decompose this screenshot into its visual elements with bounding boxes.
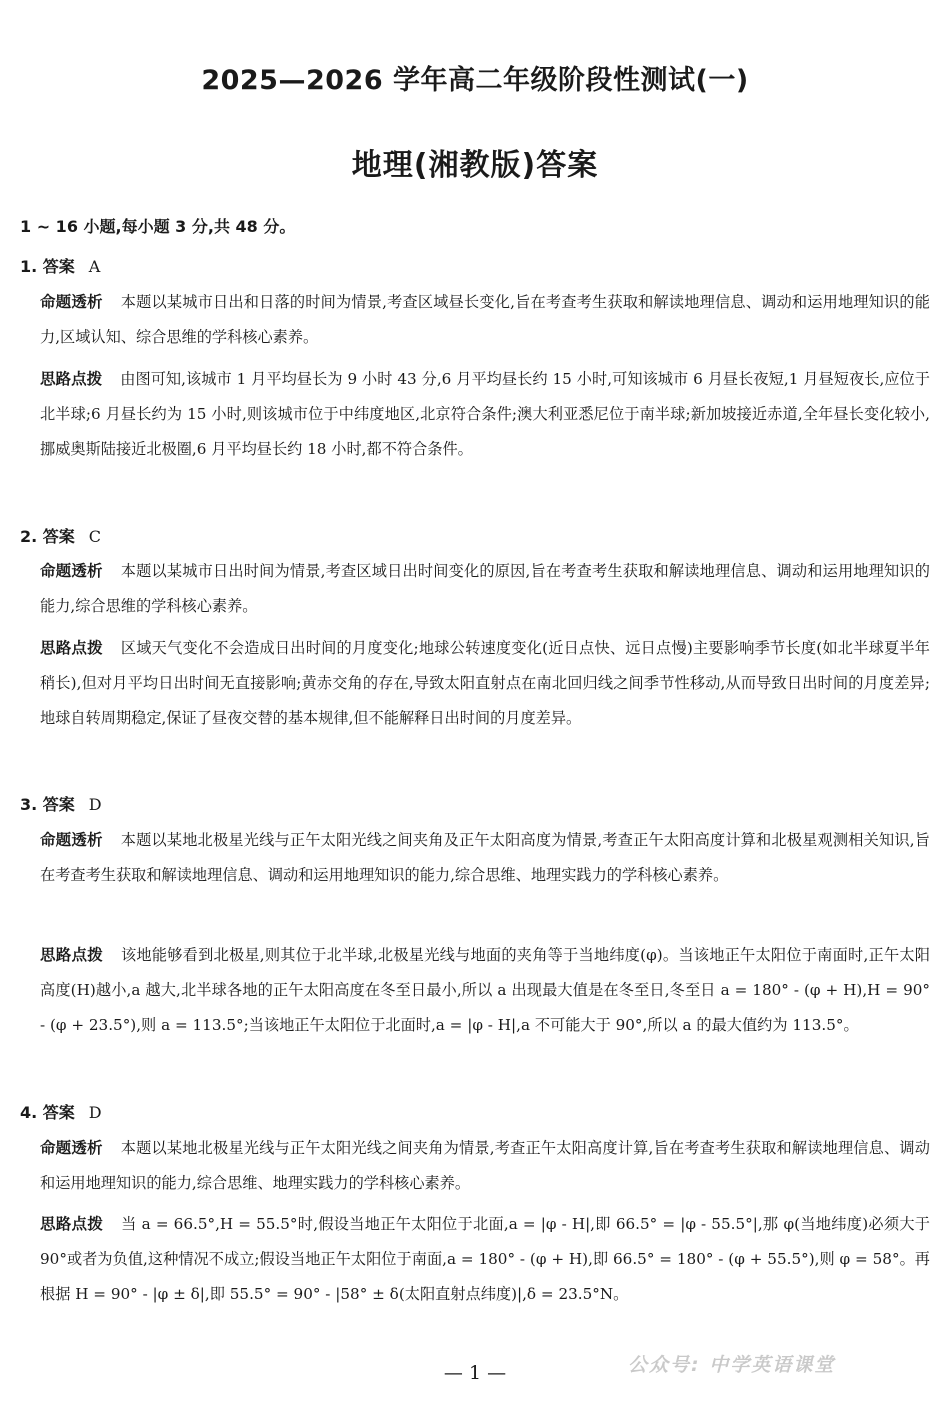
question-4-reasoning [40, 1207, 930, 1312]
page-number: — 1 — [443, 1362, 507, 1384]
question-2-header [20, 524, 101, 547]
question-1-label: 1. 答案 [20, 257, 75, 276]
question-3-analysis [40, 823, 930, 893]
reasoning-tag: 思路点拨 [40, 1215, 104, 1233]
watermark-text: 公众号: 中学英语课堂 [628, 1354, 836, 1376]
question-2-label: 2. 答案 [20, 527, 75, 546]
reasoning-text: 由图可知,该城市 1 月平均昼长为 9 小时 43 分,6 月平均昼长约 15 小时,可知该城市 6 月昼长夜短,1 月昼短夜长,应位于北半球;6 月昼长约为 15 小时,则该城市位于中纬度地区,北京符合条件;澳大利亚悉尼位于南半球;新加坡接近赤道,全年昼长变化较小,挪威奥斯陆接近北极圈,6 月平均昼长约 18 小时,都不符合条件。 [40, 370, 930, 458]
analysis-text: 本题以某城市日出和日落的时间为情景,考查区域昼长变化,旨在考查考生获取和解读地理信息、调动和运用地理知识的能力,区域认知、综合思维的学科核心素养。 [40, 293, 930, 346]
question-4-analysis [40, 1131, 930, 1201]
analysis-tag: 命题透析 [40, 293, 103, 311]
question-2-analysis [40, 554, 930, 624]
document-subtitle: 地理(湘教版)答案 [351, 148, 599, 183]
reasoning-text: 区域天气变化不会造成日出时间的月度变化;地球公转速度变化(近日点快、远日点慢)主要影响季节长度(如北半球夏半年稍长),但对月平均日出时间无直接影响;黄赤交角的存在,导致太阳直射点在南北回归线之间季节性移动,从而导致日出时间的月度差异;地球自转周期稳定,保证了昼夜交替的基本规律,但不能解释日出时间的月度差异。 [40, 639, 930, 727]
scoring-intro: 1 ~ 16 小题,每小题 3 分,共 48 分。 [20, 217, 296, 236]
question-1-answer: A [88, 257, 101, 276]
analysis-text: 本题以某地北极星光线与正午太阳光线之间夹角及正午太阳高度为情景,考查正午太阳高度计算和北极星观测相关知识,旨在考查考生获取和解读地理信息、调动和运用地理知识的能力,综合思维、地理实践力的学科核心素养。 [40, 831, 930, 884]
question-2-reasoning [40, 631, 930, 736]
analysis-tag: 命题透析 [40, 562, 103, 580]
document-title: 2025—2026 学年高二年级阶段性测试(一) [201, 65, 749, 96]
question-4-label: 4. 答案 [20, 1103, 75, 1122]
question-3-answer: D [88, 795, 102, 814]
question-4-header [20, 1100, 102, 1123]
question-1-reasoning [40, 362, 930, 467]
reasoning-text: 当 a = 66.5°,H = 55.5°时,假设当地正午太阳位于北面,a = |φ - H|,即 66.5° = |φ - 55.5°|,那 φ(当地纬度)必须大于 90°或者为负值,这种情况不成立;假设当地正午太阳位于南面,a = 180° - (φ + H),即 66.5° = 180° - (φ + 55.5°),则 φ = 58°。再根据 H = 90° - |φ ± δ|,即 55.5° = 90° - |58° ± δ(太阳直射点纬度)|,δ = 23.5°N。 [40, 1215, 930, 1303]
analysis-text: 本题以某地北极星光线与正午太阳光线之间夹角为情景,考查正午太阳高度计算,旨在考查考生获取和解读地理信息、调动和运用地理知识的能力,综合思维、地理实践力的学科核心素养。 [40, 1139, 930, 1192]
reasoning-tag: 思路点拨 [40, 946, 103, 964]
reasoning-text: 该地能够看到北极星,则其位于北半球,北极星光线与地面的夹角等于当地纬度(φ)。当该地正午太阳位于南面时,正午太阳高度(H)越小,a 越大,北半球各地的正午太阳高度在冬至日最小,所以 a 出现最大值是在冬至日,冬至日 a = 180° - (φ + H),H = 90° - (φ + 23.5°),则 a = 113.5°;当该地正午太阳位于北面时,a = |φ - H|,a 不可能大于 90°,所以 a 的最大值约为 113.5°。 [40, 946, 930, 1034]
reasoning-tag: 思路点拨 [40, 639, 103, 657]
question-1-analysis [40, 285, 930, 355]
question-1-header [20, 254, 100, 277]
analysis-tag: 命题透析 [40, 1139, 103, 1157]
question-4-answer: D [88, 1103, 102, 1122]
analysis-text: 本题以某城市日出时间为情景,考查区域日出时间变化的原因,旨在考查考生获取和解读地理信息、调动和运用地理知识的能力,综合思维的学科核心素养。 [40, 562, 930, 615]
question-3-label: 3. 答案 [20, 795, 75, 814]
analysis-tag: 命题透析 [40, 831, 103, 849]
question-3-header [20, 792, 102, 815]
question-2-answer: C [88, 527, 102, 546]
reasoning-tag: 思路点拨 [40, 370, 103, 388]
question-3-reasoning [40, 938, 930, 1043]
